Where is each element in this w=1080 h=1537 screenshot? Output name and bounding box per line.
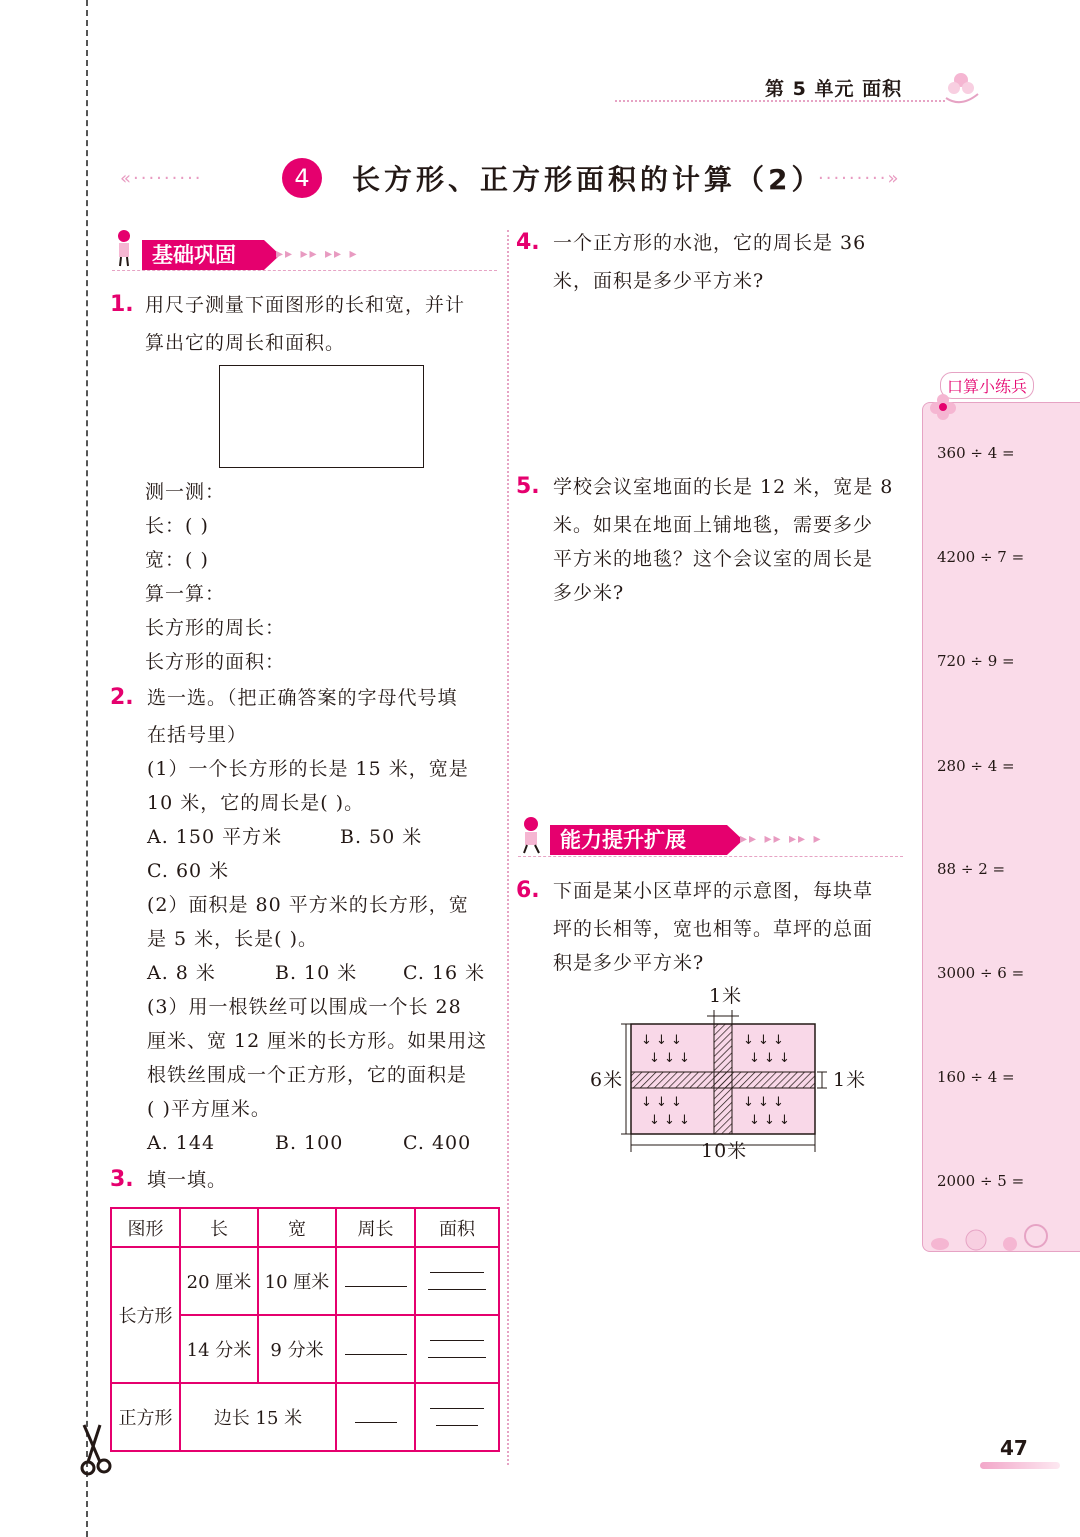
column-divider <box>507 230 509 1465</box>
q2-p1-option-c: C. 60 米 <box>147 860 230 882</box>
q2-p3-option-c: C. 400 <box>403 1132 472 1154</box>
svg-text:↓ ↓ ↓: ↓ ↓ ↓ <box>641 1095 682 1110</box>
q1-measure-label: 测一测： <box>145 481 226 503</box>
q2-p1-option-b: B. 50 米 <box>340 826 423 848</box>
q2-p3-line2: 厘米、宽 12 厘米的长方形。如果用这 <box>147 1030 488 1052</box>
q2-p1-option-a: A. 150 平方米 <box>147 826 283 848</box>
table-cell: 10 厘米 <box>258 1247 336 1315</box>
q1-perimeter[interactable]: 长方形的周长： <box>145 617 286 639</box>
square-side-cell: 边长 15 米 <box>180 1383 336 1451</box>
q3-text: 填一填。 <box>147 1169 228 1191</box>
measure-rectangle <box>219 365 424 468</box>
section-advanced-arrows: ▸▸ ▸▸ ▸▸ ▸ <box>740 831 823 847</box>
q2-p3-option-b: B. 100 <box>275 1132 344 1154</box>
table-header: 长 <box>180 1208 258 1247</box>
q2-number: 2. <box>110 685 134 710</box>
section-basic-line <box>112 270 497 271</box>
calc-item[interactable]: 720 ÷ 9 = <box>937 652 1015 670</box>
snail-decoration-icon <box>928 1220 1058 1260</box>
q2-p3-line1: (3）用一根铁丝可以围成一个长 28 <box>147 996 462 1018</box>
unit-header: 第 5 单元 面积 <box>765 78 903 100</box>
q2-p1-line1: (1）一个长方形的长是 15 米，宽是 <box>147 758 469 780</box>
calc-item[interactable]: 4200 ÷ 7 = <box>937 548 1025 566</box>
calc-item[interactable]: 360 ÷ 4 = <box>937 444 1015 462</box>
q5-line4: 多少米? <box>553 582 625 604</box>
q2-p2-option-a: A. 8 米 <box>147 962 216 984</box>
area-blank[interactable] <box>415 1247 499 1315</box>
q5-line2: 米。如果在地面上铺地毯，需要多少 <box>553 514 874 536</box>
area-blank[interactable] <box>415 1383 499 1451</box>
section-basic-arrows: ▸▸ ▸▸ ▸▸ ▸ <box>276 246 359 262</box>
svg-text:↓ ↓ ↓: ↓ ↓ ↓ <box>649 1113 690 1128</box>
table-cell: 9 分米 <box>258 1315 336 1383</box>
q1-line2: 算出它的周长和面积。 <box>145 332 346 354</box>
q2-p1-line2[interactable]: 10 米，它的周长是( )。 <box>147 792 365 814</box>
section-advanced-title: 能力提升扩展 <box>550 825 727 855</box>
table-header: 面积 <box>415 1208 499 1247</box>
q1-length[interactable]: 长：( ) <box>145 515 209 537</box>
table-header: 周长 <box>336 1208 415 1247</box>
calc-item[interactable]: 2000 ÷ 5 = <box>937 1172 1025 1190</box>
q2-line2: 在括号里） <box>147 724 248 746</box>
table-header: 图形 <box>111 1208 180 1247</box>
q1-area[interactable]: 长方形的面积： <box>145 651 286 673</box>
table-cell: 20 厘米 <box>180 1247 258 1315</box>
svg-text:↓ ↓ ↓: ↓ ↓ ↓ <box>743 1033 784 1048</box>
diagram-top-label: 1米 <box>709 985 743 1007</box>
title-right-arrows: ·········» <box>818 168 901 189</box>
diagram-right-label: 1米 <box>833 1069 867 1091</box>
calc-item[interactable]: 160 ÷ 4 = <box>937 1068 1015 1086</box>
q6-number: 6. <box>516 878 540 903</box>
calc-item[interactable]: 88 ÷ 2 = <box>937 860 1006 878</box>
lesson-title: 长方形、正方形面积的计算（2） <box>352 163 824 196</box>
page-number: 47 <box>1000 1436 1028 1460</box>
boy-icon <box>516 815 546 855</box>
lesson-number: 4 <box>282 158 322 198</box>
q4-number: 4. <box>516 230 540 255</box>
page-number-bar <box>980 1462 1060 1469</box>
q2-p3-line4[interactable]: ( )平方厘米。 <box>147 1098 271 1120</box>
svg-text:↓ ↓ ↓: ↓ ↓ ↓ <box>649 1051 690 1066</box>
q4-line1: 一个正方形的水池，它的周长是 36 <box>553 232 867 254</box>
q6-line2: 坪的长相等，宽也相等。草坪的总面 <box>553 918 874 940</box>
q2-p3-line3: 根铁丝围成一个正方形，它的面积是 <box>147 1064 468 1086</box>
diagram-left-label: 6米 <box>590 1069 624 1091</box>
perimeter-blank[interactable] <box>336 1315 415 1383</box>
section-basic-title: 基础巩固 <box>142 240 264 270</box>
perimeter-blank[interactable] <box>336 1383 415 1451</box>
q2-line1: 选一选。（把正确答案的字母代号填 <box>147 687 458 709</box>
svg-text:↓ ↓ ↓: ↓ ↓ ↓ <box>641 1033 682 1048</box>
girl-icon <box>112 228 136 268</box>
title-left-arrows: «········· <box>120 168 203 189</box>
square-row-label: 正方形 <box>111 1383 180 1451</box>
q6-line1: 下面是某小区草坪的示意图，每块草 <box>553 880 874 902</box>
q1-number: 1. <box>110 292 134 317</box>
cut-line <box>86 0 88 1537</box>
q2-p3-option-a: A. 144 <box>147 1132 216 1154</box>
header-divider <box>615 100 945 102</box>
mental-math-sidebar <box>922 402 1080 1252</box>
diagram-bottom-label: 10米 <box>701 1140 748 1162</box>
q2-p2-line2[interactable]: 是 5 米，长是( )。 <box>147 928 319 950</box>
q4-line2: 米，面积是多少平方米? <box>553 270 765 292</box>
q1-calc-label: 算一算： <box>145 583 226 605</box>
calc-item[interactable]: 280 ÷ 4 = <box>937 757 1015 775</box>
q5-line1: 学校会议室地面的长是 12 米，宽是 8 <box>553 476 894 498</box>
svg-text:↓ ↓ ↓: ↓ ↓ ↓ <box>749 1051 790 1066</box>
rect-row-label: 长方形 <box>111 1247 180 1383</box>
svg-text:↓ ↓ ↓: ↓ ↓ ↓ <box>743 1095 784 1110</box>
q6-line3: 积是多少平方米? <box>553 952 705 974</box>
q2-p2-option-c: C. 16 米 <box>403 962 486 984</box>
q3-number: 3. <box>110 1167 134 1192</box>
flower-icon <box>928 392 958 422</box>
q5-number: 5. <box>516 474 540 499</box>
section-advanced-line <box>518 856 903 857</box>
svg-text:↓ ↓ ↓: ↓ ↓ ↓ <box>749 1113 790 1128</box>
q1-line1: 用尺子测量下面图形的长和宽，并计 <box>145 294 466 316</box>
table-cell: 14 分米 <box>180 1315 258 1383</box>
area-blank[interactable] <box>415 1315 499 1383</box>
q2-p2-line1: (2）面积是 80 平方米的长方形，宽 <box>147 894 469 916</box>
perimeter-blank[interactable] <box>336 1247 415 1315</box>
q2-p2-option-b: B. 10 米 <box>275 962 358 984</box>
calc-item[interactable]: 3000 ÷ 6 = <box>937 964 1025 982</box>
flower-decoration-icon <box>940 66 982 108</box>
q1-width[interactable]: 宽：( ) <box>145 549 209 571</box>
q5-line3: 平方米的地毯？这个会议室的周长是 <box>553 548 874 570</box>
fill-table <box>110 1207 500 1452</box>
sidebar-title: 口算小练兵 <box>940 372 1034 399</box>
table-header: 宽 <box>258 1208 336 1247</box>
